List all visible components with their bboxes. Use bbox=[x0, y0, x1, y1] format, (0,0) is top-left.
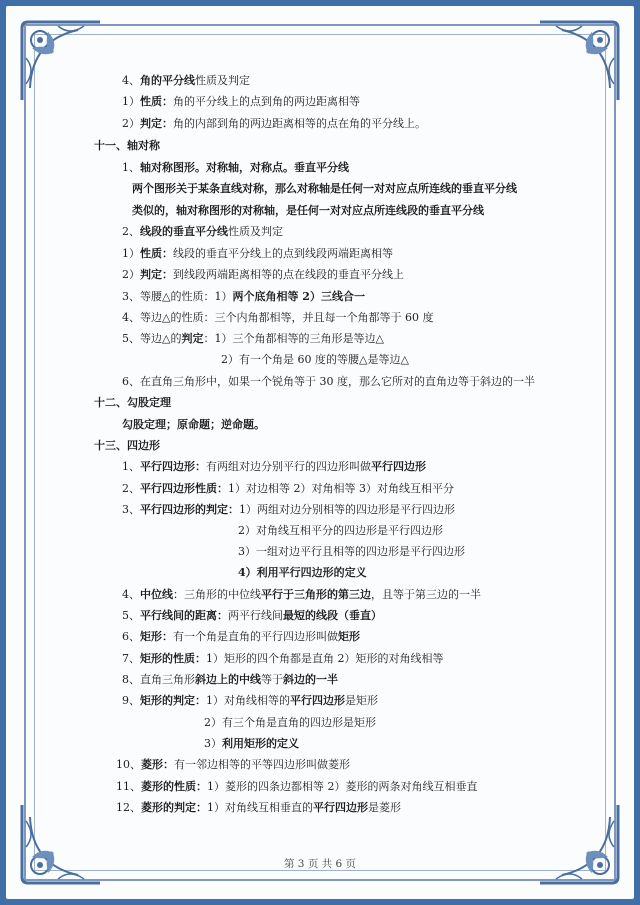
text-line-l2 bbox=[122, 95, 360, 109]
text-line-l14 bbox=[221, 353, 409, 367]
text-span: 线段的垂直平分线上的点到线段两端距离相等 bbox=[173, 247, 393, 260]
text-span: 2）有三个角是直角的四边形是矩形 bbox=[204, 716, 376, 729]
text-line-l21 bbox=[122, 503, 455, 517]
text-line-l5 bbox=[122, 161, 349, 175]
text-span: 有一邻边相等的平等四边形叫做菱形 bbox=[174, 758, 350, 771]
bold-text: 平行四边形： bbox=[140, 460, 206, 473]
bold-text: 判定 bbox=[181, 332, 204, 345]
text-span: 3、等腰△的性质：1） bbox=[122, 290, 233, 303]
text-span: 1）对边相等 2）对角相等 3）对角线互相平分 bbox=[228, 482, 454, 495]
bold-text: 矩形的性质： bbox=[140, 652, 206, 665]
text-span: 1）对角线相等的 bbox=[206, 694, 290, 707]
text-line-l4 bbox=[94, 139, 160, 153]
text-line-l1 bbox=[122, 74, 250, 88]
footer-prefix: 第 bbox=[283, 858, 298, 870]
text-line-l30 bbox=[122, 694, 378, 708]
bold-text: 十一、轴对称 bbox=[94, 139, 160, 152]
text-line-l7 bbox=[132, 204, 484, 218]
text-line-l8 bbox=[122, 225, 283, 239]
text-line-l15 bbox=[122, 375, 535, 389]
bold-text: 矩形： bbox=[140, 630, 173, 643]
text-line-l33 bbox=[116, 758, 350, 772]
bold-text: 判定： bbox=[140, 117, 173, 130]
text-line-l31 bbox=[204, 716, 376, 730]
text-span: 2、 bbox=[122, 225, 140, 238]
bold-text: 矩形的判定： bbox=[140, 694, 206, 707]
text-line-l3 bbox=[122, 117, 426, 131]
bold-text: 平行线间的距离： bbox=[140, 609, 228, 622]
text-span: 1） bbox=[122, 247, 140, 260]
text-span: 3）一组对边平行且相等的四边形是平行四边形 bbox=[238, 545, 465, 558]
text-span: 12、 bbox=[116, 801, 141, 814]
bold-text: 勾股定理；原命题；逆命题。 bbox=[122, 418, 265, 431]
footer-middle: 页 共 bbox=[304, 858, 336, 870]
bold-text: 平行四边形性质： bbox=[140, 482, 228, 495]
text-line-l6 bbox=[132, 182, 517, 196]
bold-text: 性质： bbox=[140, 95, 173, 108]
text-span: 3、 bbox=[122, 503, 140, 516]
bold-text: 两个底角相等 2）三线合一 bbox=[232, 290, 365, 303]
bold-text: 性质： bbox=[140, 247, 173, 260]
text-span: ，且等于第三边的一半 bbox=[371, 588, 481, 601]
bold-text: 斜边的一半 bbox=[283, 673, 338, 686]
text-span: 1） bbox=[122, 95, 140, 108]
text-span: 1、 bbox=[122, 161, 140, 174]
bold-text: 矩形 bbox=[338, 630, 360, 643]
text-span: 5、等边△的 bbox=[122, 332, 182, 345]
bold-text: 菱形的性质： bbox=[141, 780, 207, 793]
text-line-l12 bbox=[122, 311, 433, 325]
text-span: 8、直角三角形 bbox=[122, 673, 195, 686]
text-span: 性质及判定 bbox=[228, 225, 283, 238]
text-span: 7、 bbox=[122, 652, 140, 665]
text-line-l29 bbox=[122, 673, 338, 687]
text-line-l27 bbox=[122, 630, 360, 644]
text-span: 两平行线间 bbox=[228, 609, 283, 622]
text-line-l11 bbox=[122, 290, 365, 304]
text-span: 2、 bbox=[122, 482, 140, 495]
text-span: 1）菱形的四条边都相等 2）菱形的两条对角线互相垂直 bbox=[207, 780, 478, 793]
text-line-l19 bbox=[122, 460, 426, 474]
text-line-l17 bbox=[122, 418, 265, 432]
bold-text: 平行四边形 bbox=[371, 460, 426, 473]
bold-text: 两个图形关于某条直线对称，那么对称轴是任何一对对应点所连线的垂直平分线 bbox=[132, 182, 517, 195]
bold-text: 判定： bbox=[140, 268, 173, 281]
bold-text: 角的平分线 bbox=[140, 74, 195, 87]
text-span: 4、 bbox=[122, 74, 140, 87]
text-line-l32 bbox=[204, 737, 299, 751]
bold-text: 十三、四边形 bbox=[94, 439, 160, 452]
bold-text: 平行四边形的判定： bbox=[140, 503, 239, 516]
bold-text: 利用矩形的定义 bbox=[222, 737, 299, 750]
text-span: 1）对角线互相垂直的 bbox=[207, 801, 313, 814]
bold-text: 菱形： bbox=[141, 758, 174, 771]
text-line-l9 bbox=[122, 247, 393, 261]
text-span: 有两组对边分别平行的四边形叫做 bbox=[206, 460, 371, 473]
bold-text: 十二、勾股定理 bbox=[94, 396, 171, 409]
text-line-l16 bbox=[94, 396, 171, 410]
text-span: 10、 bbox=[116, 758, 141, 771]
text-span: 角的内部到角的两边距离相等的点在角的平分线上。 bbox=[173, 117, 426, 130]
page-footer bbox=[0, 856, 640, 871]
text-span: 2） bbox=[122, 117, 140, 130]
text-span: 是菱形 bbox=[368, 801, 401, 814]
bold-text: 最短的线段（垂直） bbox=[283, 609, 382, 622]
text-line-l10 bbox=[122, 268, 404, 282]
text-line-l22 bbox=[238, 524, 443, 538]
text-span: 2） bbox=[122, 268, 140, 281]
text-span: 2）有一个角是 60 度的等腰△是等边△ bbox=[221, 353, 409, 366]
text-span: 6、 bbox=[122, 630, 140, 643]
text-span: 角的平分线上的点到角的两边距离相等 bbox=[173, 95, 360, 108]
text-span: 6、在直角三角形中，如果一个锐角等于 30 度，那么它所对的直角边等于斜边的一半 bbox=[122, 375, 535, 388]
bold-text: 菱形的判定： bbox=[141, 801, 207, 814]
bold-text: 平行四边形 bbox=[290, 694, 345, 707]
text-span: 2）对角线互相平分的四边形是平行四边形 bbox=[238, 524, 443, 537]
text-span: ：1）三个角都相等的三角形是等边△ bbox=[203, 332, 384, 345]
text-line-l13 bbox=[122, 332, 384, 346]
bold-text: 平行于三角形的第三边 bbox=[261, 588, 371, 601]
text-line-l18 bbox=[94, 439, 160, 453]
text-span: 9、 bbox=[122, 694, 140, 707]
text-line-l35 bbox=[116, 801, 401, 815]
bold-text: 平行四边形 bbox=[313, 801, 368, 814]
text-line-l23 bbox=[238, 545, 465, 559]
text-span: 等于 bbox=[261, 673, 283, 686]
bold-text: 轴对称图形。对称轴，对称点。垂直平分线 bbox=[140, 161, 349, 174]
footer-total-pages: 6 bbox=[335, 858, 343, 870]
text-span: 4、 bbox=[122, 588, 140, 601]
text-span: 1）两组对边分别相等的四边形是平行四边形 bbox=[239, 503, 455, 516]
text-span: 有一个角是直角的平行四边形叫做 bbox=[173, 630, 338, 643]
text-line-l25 bbox=[122, 588, 481, 602]
bold-text: 中位线 bbox=[140, 588, 173, 601]
text-span: 性质及判定 bbox=[195, 74, 250, 87]
bold-text: 斜边上的中线 bbox=[195, 673, 261, 686]
text-line-l20 bbox=[122, 482, 454, 496]
text-line-l34 bbox=[116, 780, 478, 794]
footer-suffix: 页 bbox=[342, 858, 357, 870]
footer-page-number: 3 bbox=[297, 858, 305, 870]
bold-text: 线段的垂直平分线 bbox=[140, 225, 228, 238]
text-span: 11、 bbox=[116, 780, 141, 793]
text-span: 3） bbox=[204, 737, 222, 750]
bold-text: 4）利用平行四边形的定义 bbox=[238, 566, 367, 579]
bold-text: 类似的，轴对称图形的对称轴，是任何一对对应点所连线段的垂直平分线 bbox=[132, 204, 484, 217]
text-span: 是矩形 bbox=[345, 694, 378, 707]
text-span: ：三角形的中位线 bbox=[173, 588, 261, 601]
text-span: 1）矩形的四个角都是直角 2）矩形的对角线相等 bbox=[206, 652, 444, 665]
text-line-l24 bbox=[238, 566, 367, 580]
text-span: 1、 bbox=[122, 460, 140, 473]
text-line-l26 bbox=[122, 609, 382, 623]
text-span: 到线段两端距离相等的点在线段的垂直平分线上 bbox=[173, 268, 404, 281]
text-span: 5、 bbox=[122, 609, 140, 622]
text-span: 4、等边△的性质：三个内角都相等，并且每一个角都等于 60 度 bbox=[122, 311, 434, 324]
text-line-l28 bbox=[122, 652, 444, 666]
